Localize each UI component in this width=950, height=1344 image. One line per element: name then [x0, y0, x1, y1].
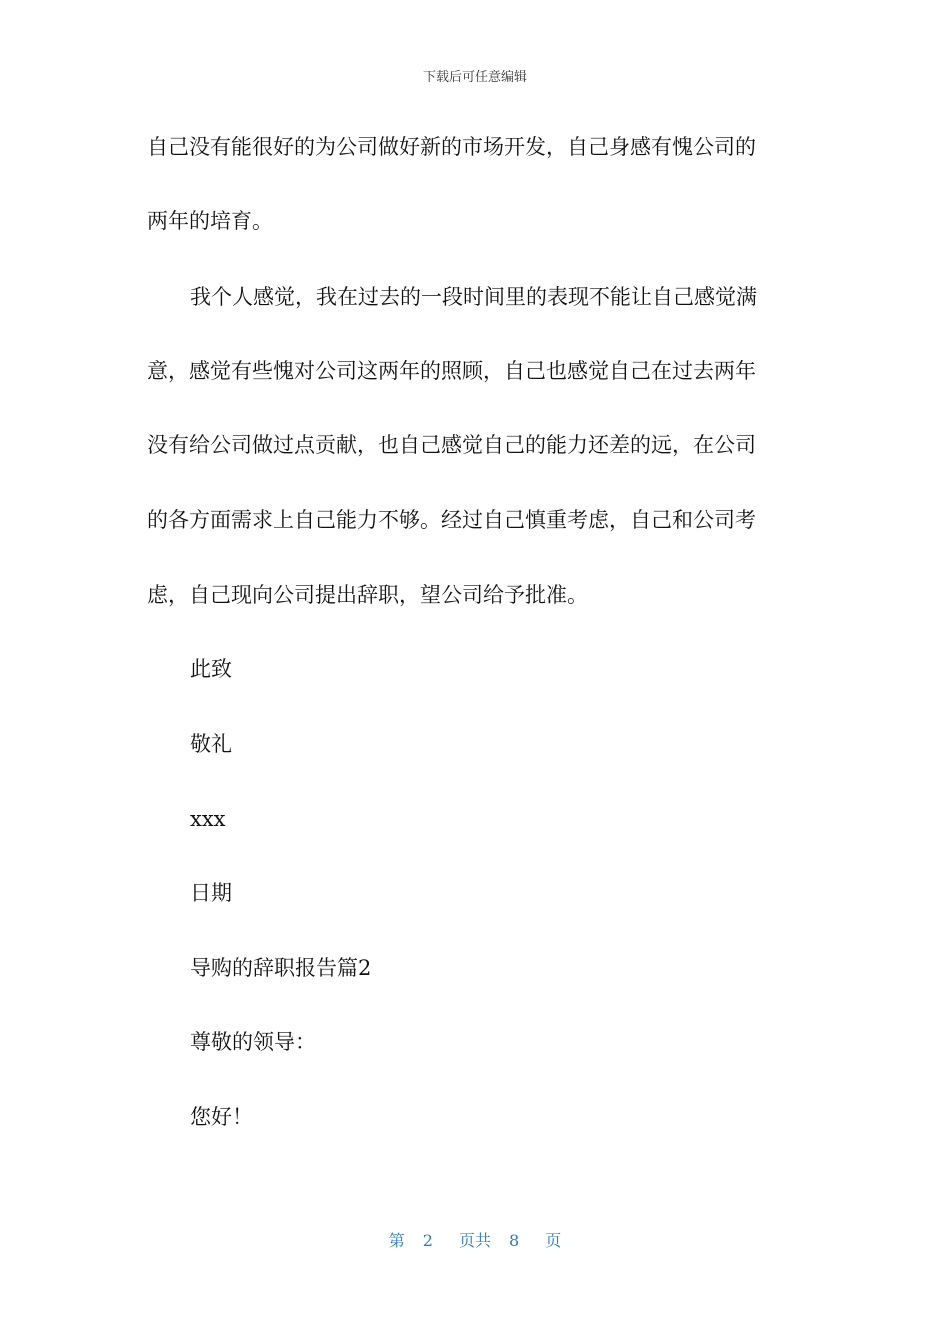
- paragraph-line: 的各方面需求上自己能力不够。经过自己慎重考虑，自己和公司考: [147, 508, 756, 532]
- closing-salutation: 此致: [190, 657, 232, 681]
- footer-prefix: 第: [388, 1231, 405, 1250]
- page-header: 下载后可任意编辑: [422, 70, 527, 85]
- footer-suffix: 页: [545, 1231, 562, 1250]
- paragraph-line: 自己没有能很好的为公司做好新的市场开发，自己身感有愧公司的: [147, 135, 756, 159]
- signature-name: xxx: [190, 807, 226, 831]
- paragraph-line: 两年的培育。: [147, 209, 273, 233]
- page-footer: [0, 1228, 950, 1251]
- paragraph-line: 意，感觉有些愧对公司这两年的照顾，自己也感觉自己在过去两年: [147, 359, 756, 383]
- footer-current-page: 2: [422, 1231, 433, 1250]
- greeting-recipient: 尊敬的领导：: [190, 1030, 316, 1054]
- closing-regards: 敬礼: [190, 732, 232, 756]
- paragraph-line: 虑，自己现向公司提出辞职，望公司给予批准。: [147, 583, 588, 607]
- greeting: 您好！: [190, 1105, 253, 1129]
- section-title: 导购的辞职报告篇2: [190, 956, 372, 980]
- paragraph-line: 没有给公司做过点贡献，也自己感觉自己的能力还差的远，在公司: [147, 433, 756, 457]
- paragraph-line: 我个人感觉，我在过去的一段时间里的表现不能让自己感觉满: [190, 285, 757, 309]
- footer-middle: 页共: [458, 1231, 491, 1250]
- signature-date: 日期: [190, 881, 232, 905]
- footer-total-pages: 8: [509, 1231, 520, 1250]
